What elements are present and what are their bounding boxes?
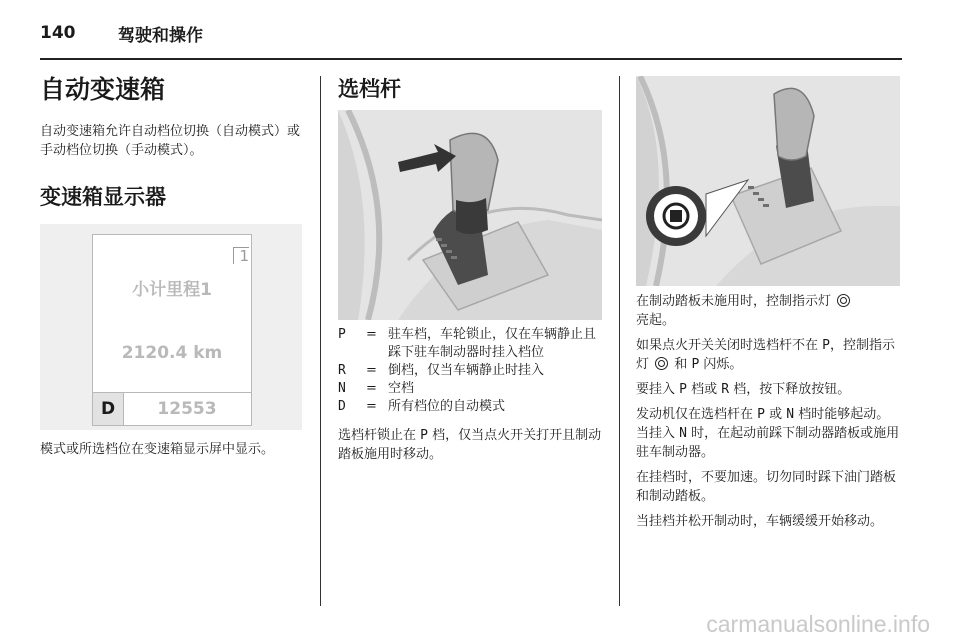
text-run: 发动机仅在选档杆在: [636, 407, 754, 422]
text-run: 选档杆锁止在: [338, 428, 417, 443]
column-operation-notes: [636, 76, 900, 537]
text-run: 档，按下释放按钮。: [733, 382, 851, 397]
lever-indicator-illustration: [636, 76, 900, 286]
indicator-lit-text: [636, 292, 900, 330]
gear-description: 空档: [388, 381, 415, 396]
display-screen: [92, 234, 252, 426]
text-run: ，控制指示灯: [636, 338, 895, 372]
section-heading: 自动变速箱: [40, 75, 166, 104]
transmission-display-figure: [40, 224, 302, 430]
gear-description: 所有档位的自动模式: [388, 399, 506, 414]
release-button-text: [636, 380, 900, 399]
page-header: [40, 18, 203, 48]
indicator-flash-text: [636, 336, 900, 374]
gear-letter: P: [679, 382, 687, 397]
text-run: 或: [769, 407, 783, 422]
trip-icon: 1: [233, 247, 249, 264]
gear-positions-table: [338, 326, 602, 416]
text-run: 亮起。: [636, 313, 676, 328]
engine-start-text: [636, 405, 900, 462]
brake-indicator-icon: [837, 294, 850, 307]
display-bottom-bar: [93, 392, 251, 425]
gear-key: N: [338, 381, 346, 396]
table-row: [338, 326, 602, 362]
no-accelerate-text: 在挂档时，不要加速。切勿同时踩下油门踏板和制动踏板。: [636, 470, 897, 504]
gear-letter: P: [757, 407, 765, 422]
column-automatic-transmission: [40, 72, 304, 465]
text-run: 要挂入: [636, 382, 676, 397]
column-selector-lever: [338, 72, 602, 470]
gear-letter: R: [721, 382, 730, 397]
text-run: 档，仅当点火开关打开且制动踏板施用时移动。: [338, 428, 602, 462]
table-row: [338, 362, 602, 380]
gear-separator: =: [366, 363, 377, 378]
text-run: 在制动踏板未施用时，控制指示灯: [636, 294, 832, 309]
display-caption: 模式或所选档位在变速箱显示屏中显示。: [40, 442, 275, 457]
table-row: [338, 380, 602, 398]
text-run: 和: [674, 357, 688, 372]
gear-letter: N: [679, 426, 687, 441]
gear-separator: =: [366, 399, 377, 414]
gear-letter: P: [691, 357, 700, 372]
page-number: 140: [40, 23, 76, 43]
gear-key: R: [338, 363, 346, 378]
gear-description: 驻车档，车轮锁止，仅在车辆静止且踩下驻车制动器时挂入档位: [388, 327, 597, 360]
column-divider-2: [619, 76, 620, 606]
gear-separator: =: [366, 381, 377, 396]
gear-key: P: [338, 327, 346, 342]
control-indicator-figure: [636, 76, 900, 286]
header-rule: [40, 58, 902, 60]
gear-separator: =: [366, 327, 377, 342]
display-trip-value: 2120.4 km: [121, 343, 223, 363]
lever-lock-note: [338, 426, 602, 464]
watermark: carmanualsonline.info: [706, 611, 930, 637]
creep-text: 当挂档并松开制动时，车辆缓缓开始移动。: [636, 514, 884, 529]
display-trip-label: 小计里程1: [132, 280, 212, 300]
section-heading: 选档杆: [338, 77, 401, 101]
text-run: 档或: [691, 382, 718, 397]
gear-letter: P: [822, 338, 830, 353]
text-run: 时，在起动前踩下制动器踏板或施用驻车制动器。: [636, 426, 900, 460]
table-row: [338, 398, 602, 416]
chapter-title: 驾驶和操作: [118, 25, 203, 46]
brake-indicator-icon: [655, 357, 668, 370]
intro-text: 自动变速箱允许自动档位切换（自动模式）或手动档位切换（手动模式）。: [40, 124, 301, 158]
gear-key: D: [338, 399, 346, 414]
selector-lever-illustration: [338, 110, 602, 320]
text-run: 如果点火开关关闭时选档杆不在: [636, 338, 819, 353]
gear-letter: P: [420, 428, 428, 443]
subsection-heading: 变速箱显示器: [40, 185, 166, 209]
display-odometer: 12553: [157, 399, 217, 419]
display-gear: D: [93, 393, 124, 425]
column-divider-1: [320, 76, 321, 606]
gear-letter: N: [786, 407, 795, 422]
selector-lever-figure: [338, 110, 602, 320]
text-run: 档时能够起动。当挂入: [636, 407, 890, 441]
gear-description: 倒档，仅当车辆静止时挂入: [388, 363, 545, 378]
text-run: 闪烁。: [703, 357, 743, 372]
